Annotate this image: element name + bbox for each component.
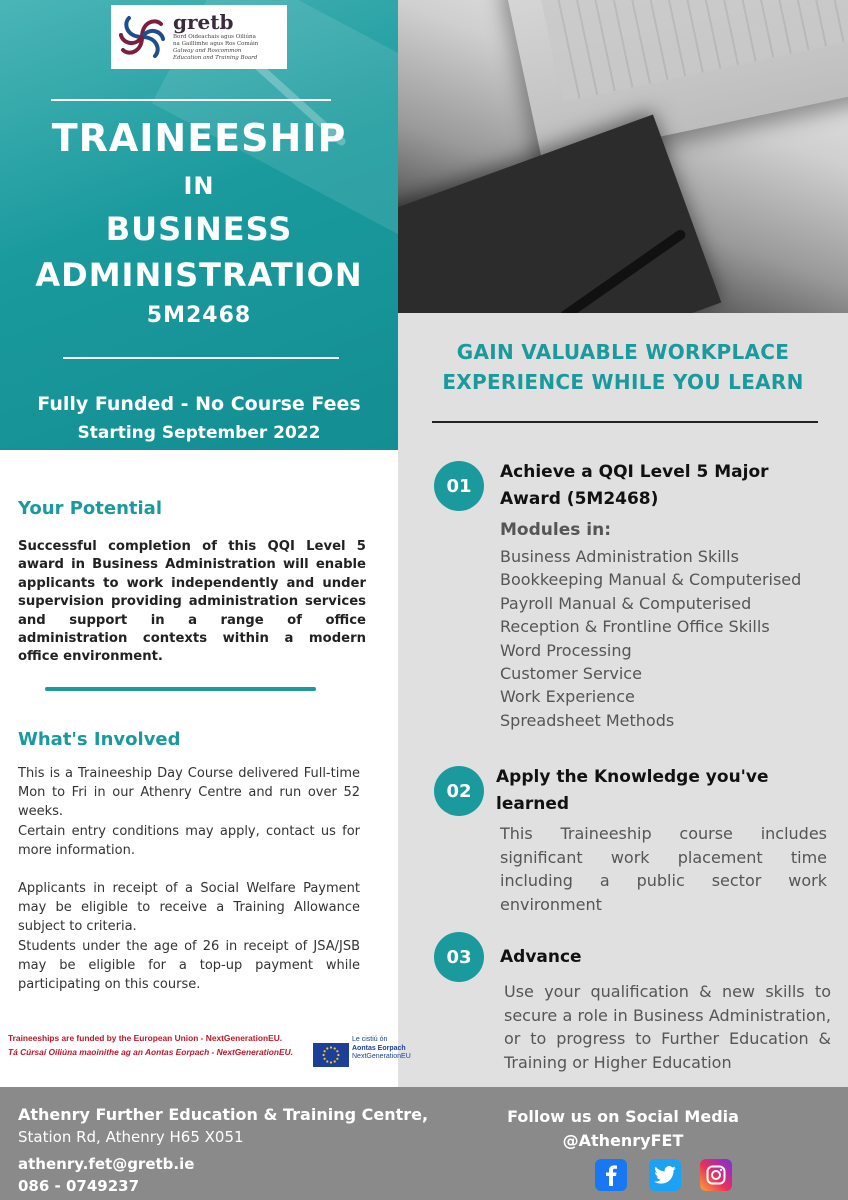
eu-logo-text — [352, 1036, 411, 1062]
list-item: Word Processing — [500, 640, 632, 660]
instagram-icon[interactable] — [700, 1159, 732, 1191]
step-title-line: Apply the Knowledge you've — [496, 767, 769, 787]
step-number-badge: 02 — [434, 766, 484, 816]
course-code: 5M2468 — [146, 303, 252, 328]
paragraph: Applicants in receipt of a Social Welfare Payment may be eligible to receive a Training Allowance subject to criteria. — [18, 881, 360, 935]
eu-logo-line: NextGenerationEU — [352, 1053, 411, 1060]
address-line: Station Rd, Athenry H65 X051 — [18, 1128, 244, 1146]
start-date: Starting September 2022 — [77, 423, 321, 443]
step-title-line: Award (5M2468) — [500, 489, 659, 509]
potential-text: Successful completion of this QQI Level 5 award in Business Administration will enable applicants to work independently and under supervision providing administration services and support in a range of office administration contexts within a modern office environment. — [18, 539, 366, 665]
step-title-line: Achieve a QQI Level 5 Major — [500, 462, 769, 482]
list-item: Payroll Manual & Computerised — [500, 593, 752, 613]
paragraph: Certain entry conditions may apply, contact us for more information. — [18, 823, 360, 858]
tagline-line: GAIN VALUABLE WORKPLACE — [456, 340, 790, 364]
eu-logo-line: Le cistiú ón — [352, 1036, 388, 1043]
facebook-icon[interactable] — [595, 1159, 627, 1191]
modules-heading: Modules in: — [500, 520, 611, 540]
title-in: IN — [183, 172, 215, 200]
eu-logo-line: Aontas Eorpach — [352, 1044, 406, 1052]
divider — [63, 357, 339, 359]
list-item: Customer Service — [500, 664, 642, 684]
facebook-glyph-icon — [601, 1164, 621, 1186]
step-title — [496, 764, 808, 818]
gretb-logo-mark-icon — [117, 12, 167, 62]
divider — [51, 99, 331, 101]
section-heading-potential: Your Potential — [18, 498, 162, 519]
eu-flag-icon — [313, 1043, 349, 1067]
tagline-line: EXPERIENCE WHILE YOU LEARN — [442, 370, 804, 394]
instagram-camera-icon — [705, 1164, 727, 1186]
step-title-line: learned — [496, 794, 570, 814]
list-item: Work Experience — [500, 687, 635, 707]
social-handle: @AthenryFET — [562, 1131, 684, 1150]
divider — [45, 687, 316, 691]
eu-notice-irish: Tá Cúrsaí Oiliúna maoinithe ag an Aontas Eorpach - NextGenerationEU. — [8, 1047, 293, 1057]
tagline — [398, 337, 848, 397]
twitter-bird-icon — [654, 1166, 676, 1184]
title-business: BUSINESS — [105, 210, 293, 248]
title-administration: ADMINISTRATION — [35, 256, 363, 294]
logo-sub-line: Bord Oideachais agus Oiliúna — [173, 34, 256, 41]
modules-list — [500, 545, 801, 732]
step-title: Advance — [500, 947, 582, 967]
logo-brand: gretb — [173, 10, 234, 35]
gretb-logo — [111, 5, 287, 69]
laptop-photo — [398, 0, 848, 313]
eu-notice-english: Traineeships are funded by the European Union - NextGenerationEU. — [8, 1033, 283, 1043]
list-item: Reception & Frontline Office Skills — [500, 617, 770, 637]
eu-funding-notice — [8, 1033, 411, 1069]
paragraph: This is a Traineeship Day Course delivered Full-time Mon to Fri in our Athenry Centre and run over 52 weeks. — [18, 766, 360, 820]
logo-sub-line: na Gaillimhe agus Ros Comáin — [173, 41, 259, 48]
follow-heading: Follow us on Social Media — [507, 1107, 739, 1126]
logo-sub-line: Education and Training Board — [173, 54, 258, 61]
list-item: Business Administration Skills — [500, 547, 739, 566]
logo-sub-line: Galway and Roscommon — [173, 48, 242, 54]
divider — [432, 421, 818, 423]
twitter-icon[interactable] — [649, 1159, 681, 1191]
step-title — [500, 459, 812, 513]
list-item: Spreadsheet Methods — [500, 710, 675, 730]
title-traineeship: TRAINEESHIP — [51, 116, 347, 160]
funded-banner: Fully Funded - No Course Fees — [37, 393, 361, 415]
email-link[interactable]: athenry.fet@gretb.ie — [18, 1155, 195, 1173]
step-number-badge: 03 — [434, 932, 484, 982]
list-item: Bookkeeping Manual & Computerised — [500, 570, 802, 590]
step-description: Use your qualification & new skills to secure a role in Business Administration, or to progress to Further Education & Training or Higher Education — [504, 982, 831, 1072]
phone-number[interactable]: 086 - 0749237 — [18, 1177, 140, 1195]
step-number-badge: 01 — [434, 461, 484, 511]
step-description: This Traineeship course includes significant work placement time including a public sector work environment — [500, 824, 827, 914]
involved-text — [18, 764, 360, 994]
section-heading-involved: What's Involved — [18, 729, 181, 750]
paragraph: Students under the age of 26 in receipt of JSA/JSB may be eligible for a top-up payment while participating on this course. — [18, 938, 360, 993]
address-line: Athenry Further Education & Training Centre, — [18, 1105, 429, 1124]
